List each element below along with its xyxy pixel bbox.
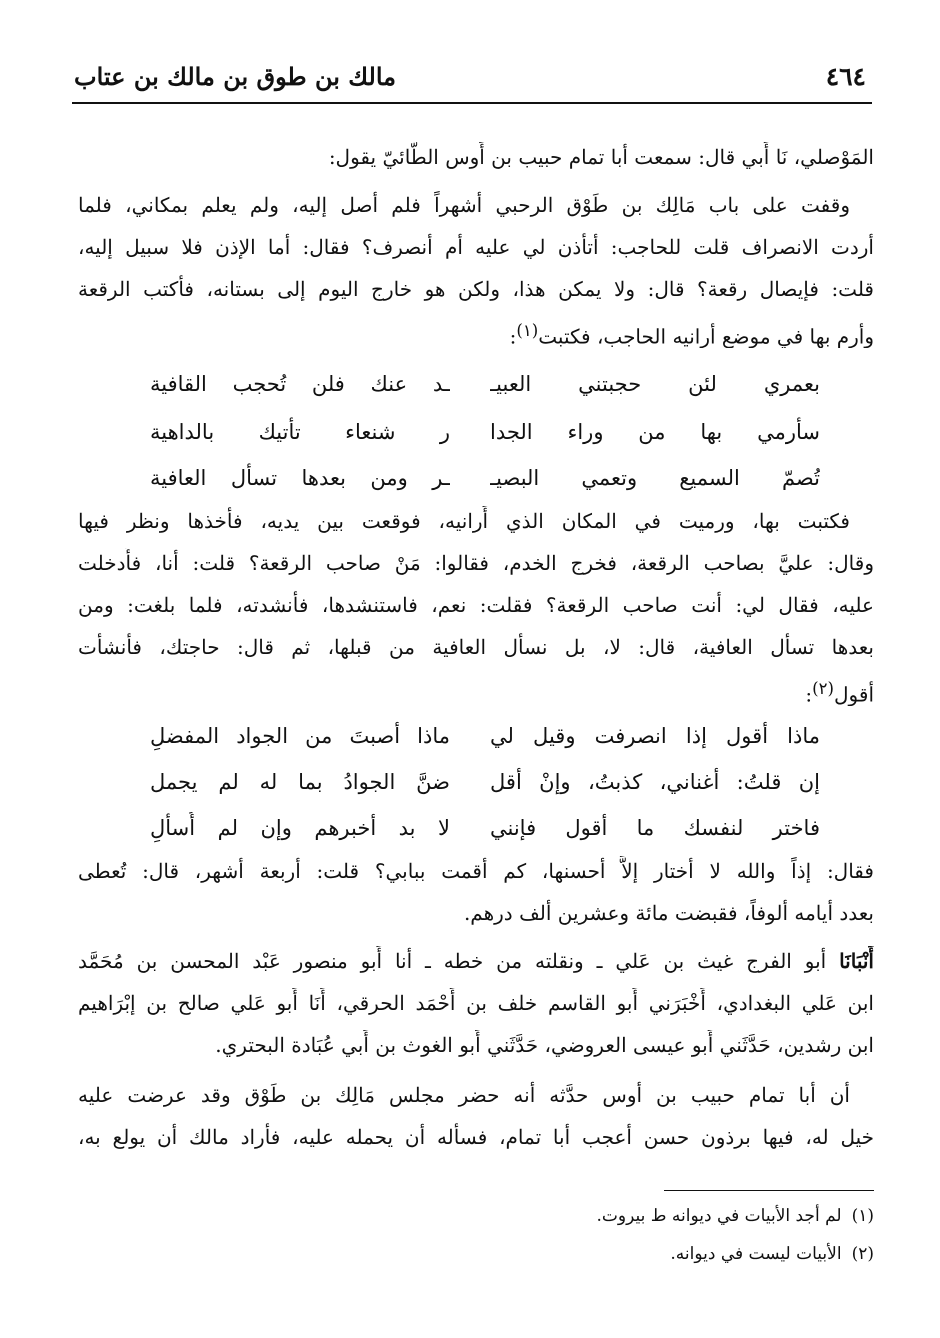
body-line: قلت: فإيصال رقعة؟ قال: ولا يمكن هذا، ولكن هو خارج اليوم إلى بستانه، فأكتب الرقعة [78, 277, 874, 301]
body-line: خيل له، فيها برذون حسن أعجب أبا تمام، فسأله أن يحمله عليه، فأراد مالك أن يولع به، [78, 1125, 874, 1149]
body-line: ابن عَلي البغدادي، أَخْبَرَني أَبو القاسم خلف بن أَحْمَد الحرقي، أَنَا أَبو عَلي صالح بن إبْرَاهيم [78, 991, 874, 1015]
verse-second-hemistich: ماذا أصبتَ من الجواد المفضلِ [150, 724, 450, 748]
body-line: فقال: إذاً والله لا أختار إلاَّ أحسنها، كم أقمت ببابي؟ قلت: أربعة أشهر، قال: تُعطى [78, 859, 874, 883]
footnote [300, 1202, 874, 1232]
body-line [78, 674, 874, 706]
footnote-text: لم أجد الأبيات في ديوانه ط بيروت. [596, 1206, 842, 1226]
footnote-number: (٢) [851, 1244, 874, 1264]
page-header [72, 58, 872, 104]
body-line: وقال: عليَّ بصاحب الرقعة، فخرج الخدم، فقالوا: مَنْ صاحب الرقعة؟ قلت: أنا، فأُدخلت [78, 551, 874, 575]
body-line: المَوْصلي، نَا أَبي قال: سمعت أبا تمام حبيب بن أَوس الطَّائيّ يقول: [328, 145, 874, 169]
body-line-text: أبو الفرج غيث بن عَلي ـ ونقلته من خطه ـ أنا أَبو منصور عَبْد المحسن بن مُحَمَّد [78, 949, 827, 973]
poem-verse [150, 462, 820, 496]
body-line: ابن رشدين، حَدَّثَني أَبو عيسى العروضي، حَدَّثَني أَبو الغوث بن أَبي عُبَادة البحتري. [215, 1033, 874, 1057]
verse-first-hemistich: بعمري لئن حجبتني العبيـ [490, 372, 820, 396]
body-line-text: وأرم بها في موضع أرانيه الحاجب، فكتبت [538, 324, 874, 348]
verse-second-hemistich: ـد عنك فلن تُحجب القافية [150, 372, 450, 396]
verse-first-hemistich: إن قلتُ: أغناني، كذبتُ، وإنْ أقل [490, 770, 820, 794]
verse-second-hemistich: ـر ومن بعدها تسأل العافية [150, 466, 450, 490]
footnote-text: الأبيات ليست في ديوانه. [670, 1244, 842, 1264]
footnote-ref-1: (١) [516, 321, 539, 340]
verse-first-hemistich: تُصمّ السميع وتعمي البصيـ [490, 466, 820, 490]
poem-verse [150, 416, 820, 450]
verse-first-hemistich: ماذا أقول إذا انصرفت وقيل لي [490, 724, 820, 748]
body-line [78, 946, 874, 978]
poem-verse [150, 368, 820, 402]
footnote-ref-2: (٢) [812, 679, 835, 698]
body-line [78, 316, 874, 348]
poem-verse [150, 766, 820, 800]
body-line: عليه، فقال لي: أنت صاحب الرقعة؟ فقلت: نعم، فاستنشدها، فأنشدته، فلما بلغت: ومن [78, 593, 874, 617]
verse-second-hemistich: ضنَّ الجوادُ بما له لم يجمل [150, 770, 450, 794]
lead-word: أَنْبَانَا [839, 949, 874, 973]
colon: : [509, 324, 517, 348]
body-line: بعدها تسأل العافية، قال: لا، بل نسأل العافية من قبلها، ثم قال: حاجتك، فأنشأت [78, 635, 874, 659]
body-line-text: أقول [834, 682, 874, 706]
poem-verse [150, 812, 820, 846]
footnote-number: (١) [851, 1206, 874, 1226]
colon: : [805, 682, 813, 706]
page-number: ٤٦٤ [825, 62, 866, 91]
body-line: وقفت على باب مَالِك بن طَوْق الرحبي أشهراً فلم أصل إليه، ولم يعلم بمكاني، فلما [78, 193, 850, 217]
body-line: أن أبا تمام حبيب بن أوس حدَّثه أنه حضر مجلس مَالِك بن طَوْق وقد عرضت عليه [78, 1083, 850, 1107]
body-line: بعدد أيامه ألوفاً، فقبضت مائة وعشرين ألف درهم. [463, 901, 874, 925]
poem-verse [150, 720, 820, 754]
footnote [300, 1240, 874, 1270]
running-title: مالك بن طوق بن مالك بن عتاب [74, 62, 396, 91]
body-line: فكتبت بها، ورميت في المكان الذي أَرانيه، فوقعت بين يديه، فأخذها ونظر فيها [78, 509, 850, 533]
verse-first-hemistich: سأرمي بها من وراء الجدا [490, 420, 820, 444]
footnote-separator [664, 1190, 874, 1191]
verse-second-hemistich: ر شنعاء تأتيك بالداهية [150, 420, 450, 444]
body-line: أردت الانصراف قلت للحاجب: أتأذن لي عليه أم أنصرف؟ فقال: أما الإذن فلا سبيل إليه، [78, 235, 874, 259]
verse-first-hemistich: فاختر لنفسك ما أقول فإنني [490, 816, 820, 840]
verse-second-hemistich: لا بد أخبرهم وإن لم أُسألِ [150, 816, 450, 840]
